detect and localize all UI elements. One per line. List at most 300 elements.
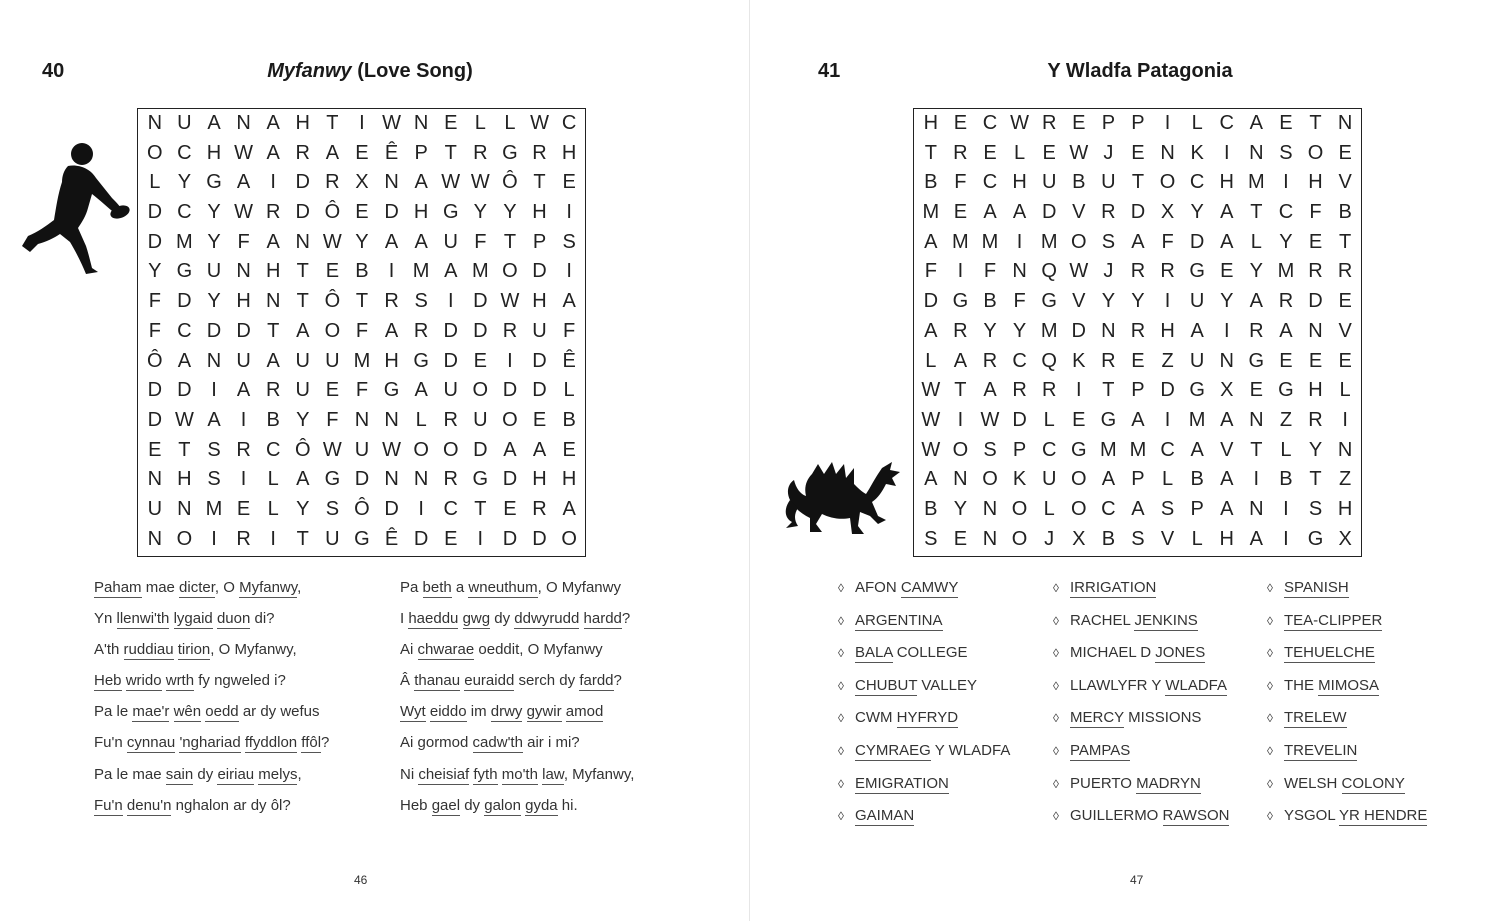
grid-letter[interactable]: E [1072, 112, 1086, 134]
grid-letter[interactable]: I [240, 468, 247, 491]
grid-letter[interactable]: U [147, 497, 163, 520]
grid-letter[interactable]: E [1308, 349, 1323, 372]
grid-letter[interactable]: A [1190, 319, 1204, 342]
grid-letter[interactable]: A [325, 141, 340, 164]
grid-letter[interactable]: N [1337, 438, 1353, 461]
grid-letter[interactable]: N [1249, 408, 1264, 431]
grid-letter[interactable]: T [1250, 438, 1263, 461]
grid-letter[interactable]: I [211, 527, 217, 550]
grid-letter[interactable]: A [1220, 497, 1234, 520]
grid-letter[interactable]: P [1131, 379, 1145, 402]
grid-letter[interactable]: W [1069, 141, 1089, 164]
grid-letter[interactable]: X [355, 171, 369, 194]
grid-letter[interactable]: N [982, 497, 998, 520]
grid-letter[interactable]: S [1279, 141, 1293, 164]
grid-letter[interactable]: T [296, 290, 309, 313]
grid-letter[interactable]: F [326, 408, 339, 431]
grid-letter[interactable]: B [1190, 468, 1204, 491]
grid-letter[interactable]: M [952, 230, 969, 253]
grid-letter[interactable]: J [1103, 260, 1114, 283]
grid-letter[interactable]: D [1012, 408, 1027, 431]
grid-letter[interactable]: E [236, 497, 251, 520]
grid-letter[interactable]: B [355, 260, 369, 283]
grid-letter[interactable]: Y [296, 497, 310, 520]
grid-letter[interactable]: D [473, 438, 488, 461]
grid-letter[interactable]: L [415, 408, 427, 431]
grid-letter[interactable]: R [1308, 260, 1323, 283]
grid-letter[interactable]: I [566, 260, 572, 283]
grid-letter[interactable]: F [237, 230, 250, 253]
grid-letter[interactable]: A [207, 408, 221, 431]
grid-letter[interactable]: G [383, 379, 400, 402]
grid-letter[interactable]: A [503, 438, 517, 461]
grid-letter[interactable]: D [413, 527, 429, 550]
grid-letter[interactable]: R [1130, 260, 1146, 283]
grid-letter[interactable]: D [1308, 290, 1323, 313]
grid-letter[interactable]: Y [207, 230, 221, 253]
grid-letter[interactable]: Y [983, 319, 997, 342]
grid-letter[interactable]: H [561, 141, 577, 164]
grid-letter[interactable]: Z [1339, 468, 1352, 491]
grid-letter[interactable]: O [413, 438, 429, 461]
grid-letter[interactable]: X [1160, 201, 1175, 224]
grid-letter[interactable]: N [236, 112, 251, 134]
grid-letter[interactable]: T [533, 171, 546, 194]
grid-letter[interactable]: V [1072, 201, 1086, 224]
grid-letter[interactable]: N [384, 171, 399, 194]
grid-letter[interactable]: B [562, 408, 576, 431]
grid-letter[interactable]: W [234, 141, 254, 164]
grid-letter[interactable]: U [354, 438, 370, 461]
grid-letter[interactable]: Z [1161, 349, 1174, 372]
grid-letter[interactable]: D [295, 171, 310, 194]
grid-letter[interactable]: N [147, 527, 163, 550]
grid-letter[interactable]: O [1070, 468, 1087, 491]
grid-letter[interactable]: Z [1279, 408, 1293, 431]
grid-letter[interactable]: A [1220, 230, 1234, 253]
grid-letter[interactable]: A [1249, 290, 1263, 313]
grid-letter[interactable]: O [502, 408, 518, 431]
grid-letter[interactable]: D [473, 319, 488, 342]
grid-letter[interactable]: E [953, 201, 968, 224]
grid-letter[interactable]: M [412, 260, 430, 283]
grid-letter[interactable]: Y [1249, 260, 1263, 283]
grid-letter[interactable]: I [1016, 230, 1023, 253]
grid-letter[interactable]: A [236, 171, 251, 194]
grid-letter[interactable]: W [470, 171, 490, 194]
grid-letter[interactable]: A [1131, 408, 1145, 431]
grid-letter[interactable]: W [921, 438, 941, 461]
grid-letter[interactable]: P [1131, 112, 1145, 134]
grid-letter[interactable]: Ê [384, 141, 399, 164]
grid-letter[interactable]: D [923, 290, 939, 313]
grid-letter[interactable]: D [1071, 319, 1086, 342]
grid-letter[interactable]: G [1100, 408, 1117, 431]
grid-letter[interactable]: F [1013, 290, 1026, 313]
grid-letter[interactable]: O [1307, 141, 1324, 164]
grid-letter[interactable]: E [1131, 349, 1145, 372]
grid-letter[interactable]: C [265, 438, 281, 461]
grid-letter[interactable]: D [177, 290, 192, 313]
grid-letter[interactable]: N [953, 468, 968, 491]
grid-letter[interactable]: H [1308, 379, 1323, 402]
grid-letter[interactable]: J [1103, 141, 1114, 164]
grid-letter[interactable]: I [240, 408, 247, 431]
grid-letter[interactable]: R [953, 319, 968, 342]
grid-letter[interactable]: C [1012, 349, 1027, 372]
grid-letter[interactable]: D [1130, 201, 1146, 224]
grid-letter[interactable]: I [1164, 290, 1171, 313]
grid-letter[interactable]: S [924, 527, 938, 550]
grid-letter[interactable]: Y [207, 290, 221, 313]
grid-letter[interactable]: A [177, 349, 192, 372]
grid-letter[interactable]: W [174, 408, 194, 431]
grid-letter[interactable]: O [502, 260, 518, 283]
grid-letter[interactable]: Y [1012, 319, 1027, 342]
grid-letter[interactable]: C [177, 141, 192, 164]
grid-letter[interactable]: R [1041, 112, 1057, 134]
grid-letter[interactable]: B [924, 171, 938, 194]
grid-letter[interactable]: J [1044, 527, 1055, 550]
grid-letter[interactable]: L [504, 112, 516, 134]
grid-letter[interactable]: U [443, 230, 458, 253]
grid-letter[interactable]: M [1277, 260, 1295, 283]
grid-letter[interactable]: O [952, 438, 969, 461]
grid-letter[interactable]: L [1280, 438, 1292, 461]
grid-letter[interactable]: G [472, 468, 489, 491]
grid-letter[interactable]: C [1189, 171, 1205, 194]
grid-letter[interactable]: M [353, 349, 371, 372]
grid-letter[interactable]: I [1075, 379, 1082, 402]
grid-letter[interactable]: G [413, 349, 429, 372]
grid-letter[interactable]: D [384, 497, 399, 520]
grid-letter[interactable]: N [1101, 319, 1116, 342]
grid-letter[interactable]: T [1250, 201, 1263, 224]
grid-letter[interactable]: L [1191, 527, 1203, 550]
grid-letter[interactable]: I [1283, 497, 1289, 520]
grid-letter[interactable]: W [382, 438, 401, 461]
grid-letter[interactable]: N [265, 290, 281, 313]
grid-letter[interactable]: M [981, 230, 999, 253]
grid-letter[interactable]: E [325, 379, 340, 402]
grid-letter[interactable]: B [1338, 201, 1352, 224]
grid-letter[interactable]: E [473, 349, 487, 372]
grid-letter[interactable]: K [1190, 141, 1204, 164]
grid-letter[interactable]: U [1041, 468, 1057, 491]
grid-letter[interactable]: Q [1041, 260, 1057, 283]
grid-letter[interactable]: H [295, 112, 310, 134]
grid-letter[interactable]: H [532, 290, 547, 313]
grid-letter[interactable]: I [1164, 408, 1171, 431]
grid-letter[interactable]: G [1278, 379, 1294, 402]
grid-letter[interactable]: U [1101, 171, 1116, 194]
grid-letter[interactable]: H [1219, 527, 1234, 550]
grid-letter[interactable]: N [384, 468, 399, 491]
grid-letter[interactable]: P [1012, 438, 1027, 461]
grid-letter[interactable]: U [473, 408, 488, 431]
grid-letter[interactable]: T [296, 527, 309, 550]
grid-letter[interactable]: C [443, 497, 458, 520]
grid-letter[interactable]: A [414, 171, 428, 194]
grid-letter[interactable]: L [563, 379, 575, 402]
grid-letter[interactable]: T [954, 379, 967, 402]
grid-letter[interactable]: I [1283, 527, 1289, 550]
grid-letter[interactable]: I [388, 260, 395, 283]
grid-letter[interactable]: A [562, 290, 576, 313]
grid-letter[interactable]: V [1338, 171, 1352, 194]
grid-letter[interactable]: V [1338, 319, 1352, 342]
grid-letter[interactable]: M [1040, 319, 1058, 342]
grid-letter[interactable]: N [295, 230, 310, 253]
grid-letter[interactable]: R [265, 201, 281, 224]
grid-letter[interactable]: R [473, 141, 488, 164]
grid-letter[interactable]: E [1249, 379, 1263, 402]
grid-letter[interactable]: E [1042, 141, 1056, 164]
grid-letter[interactable]: H [1337, 497, 1353, 520]
grid-letter[interactable]: C [1219, 112, 1234, 134]
grid-letter[interactable]: R [953, 141, 968, 164]
grid-letter[interactable]: O [1070, 497, 1087, 520]
grid-letter[interactable]: S [1308, 497, 1323, 520]
grid-letter[interactable]: G [1248, 349, 1265, 372]
grid-letter[interactable]: D [177, 379, 192, 402]
grid-letter[interactable]: C [1101, 497, 1116, 520]
grid-letter[interactable]: G [324, 468, 341, 491]
grid-letter[interactable]: H [177, 468, 192, 491]
grid-letter[interactable]: A [1012, 201, 1027, 224]
grid-letter[interactable]: D [147, 201, 163, 224]
grid-letter[interactable]: T [326, 112, 339, 134]
grid-letter[interactable]: W [921, 379, 941, 402]
grid-letter[interactable]: W [500, 290, 520, 313]
grid-letter[interactable]: A [532, 438, 547, 461]
grid-letter[interactable]: U [325, 349, 340, 372]
grid-letter[interactable]: C [982, 112, 998, 134]
grid-letter[interactable]: H [384, 349, 399, 372]
grid-letter[interactable]: N [206, 349, 222, 372]
grid-letter[interactable]: D [147, 230, 163, 253]
grid-letter[interactable]: E [1338, 141, 1352, 164]
grid-letter[interactable]: R [325, 171, 340, 194]
grid-letter[interactable]: Ô [324, 201, 341, 224]
grid-letter[interactable]: U [1189, 349, 1205, 372]
grid-letter[interactable]: T [503, 230, 517, 253]
grid-letter[interactable]: O [982, 468, 998, 491]
grid-letter[interactable]: N [413, 112, 429, 134]
grid-letter[interactable]: L [1014, 141, 1026, 164]
grid-letter[interactable]: A [983, 201, 997, 224]
grid-letter[interactable]: M [1129, 438, 1147, 461]
grid-letter[interactable]: I [1253, 468, 1260, 491]
grid-letter[interactable]: A [1190, 438, 1204, 461]
grid-letter[interactable]: N [384, 408, 399, 431]
grid-letter[interactable]: L [1191, 112, 1203, 134]
grid-letter[interactable]: R [413, 319, 429, 342]
grid-letter[interactable]: P [1131, 468, 1145, 491]
grid-letter[interactable]: E [1131, 141, 1145, 164]
grid-letter[interactable]: H [1160, 319, 1175, 342]
grid-letter[interactable]: Ô [294, 438, 311, 461]
grid-letter[interactable]: R [1101, 349, 1116, 372]
grid-letter[interactable]: H [532, 201, 547, 224]
grid-letter[interactable]: A [924, 468, 938, 491]
grid-letter[interactable]: R [1012, 379, 1027, 402]
grid-letter[interactable]: F [355, 379, 369, 402]
grid-letter[interactable]: A [1220, 201, 1234, 224]
grid-letter[interactable]: E [148, 438, 162, 461]
grid-letter[interactable]: G [1041, 290, 1057, 313]
grid-letter[interactable]: Y [1279, 230, 1293, 253]
grid-letter[interactable]: R [1130, 319, 1146, 342]
grid-letter[interactable]: H [1219, 171, 1234, 194]
grid-letter[interactable]: A [983, 379, 997, 402]
grid-letter[interactable]: I [270, 171, 276, 194]
grid-letter[interactable]: M [471, 260, 489, 283]
grid-letter[interactable]: L [149, 171, 161, 194]
grid-letter[interactable]: F [355, 319, 369, 342]
grid-letter[interactable]: W [1069, 260, 1089, 283]
grid-letter[interactable]: G [952, 290, 969, 313]
grid-letter[interactable]: O [1070, 230, 1087, 253]
grid-letter[interactable]: I [211, 379, 217, 402]
grid-letter[interactable]: S [983, 438, 997, 461]
grid-letter[interactable]: Y [473, 201, 487, 224]
grid-letter[interactable]: U [206, 260, 222, 283]
grid-letter[interactable]: E [1338, 290, 1352, 313]
grid-letter[interactable]: Y [503, 201, 517, 224]
grid-letter[interactable]: F [1161, 230, 1174, 253]
grid-letter[interactable]: R [1249, 319, 1264, 342]
grid-letter[interactable]: D [295, 201, 310, 224]
grid-letter[interactable]: E [444, 112, 458, 134]
grid-letter[interactable]: T [178, 438, 191, 461]
grid-letter[interactable]: A [1249, 527, 1263, 550]
grid-letter[interactable]: T [1309, 468, 1322, 491]
grid-letter[interactable]: D [532, 260, 547, 283]
grid-letter[interactable]: U [1189, 290, 1205, 313]
grid-letter[interactable]: H [923, 112, 939, 134]
grid-letter[interactable]: N [1219, 349, 1234, 372]
grid-letter[interactable]: R [1101, 201, 1116, 224]
grid-letter[interactable]: A [924, 319, 938, 342]
grid-letter[interactable]: Y [296, 408, 310, 431]
grid-letter[interactable]: O [1011, 527, 1028, 550]
grid-letter[interactable]: E [953, 527, 968, 550]
grid-letter[interactable]: O [472, 379, 489, 402]
grid-letter[interactable]: O [1159, 171, 1176, 194]
grid-letter[interactable]: G [1070, 438, 1087, 461]
grid-letter[interactable]: X [1220, 379, 1234, 402]
grid-letter[interactable]: T [474, 497, 487, 520]
grid-letter[interactable]: F [954, 171, 967, 194]
grid-letter[interactable]: G [1189, 260, 1205, 283]
grid-letter[interactable]: L [1161, 468, 1174, 491]
grid-letter[interactable]: U [295, 349, 310, 372]
grid-letter[interactable]: E [355, 141, 369, 164]
grid-letter[interactable]: E [1072, 408, 1086, 431]
grid-letter[interactable]: M [922, 201, 940, 224]
grid-letter[interactable]: M [1188, 408, 1206, 431]
grid-letter[interactable]: A [266, 141, 280, 164]
grid-letter[interactable]: Ô [324, 290, 341, 313]
grid-letter[interactable]: Y [148, 260, 162, 283]
grid-letter[interactable]: E [1279, 349, 1293, 372]
grid-letter[interactable]: A [266, 349, 280, 372]
grid-letter[interactable]: I [418, 497, 424, 520]
grid-letter[interactable]: Ê [384, 527, 399, 550]
grid-letter[interactable]: L [267, 497, 279, 520]
grid-letter[interactable]: F [983, 260, 997, 283]
grid-letter[interactable]: G [1189, 379, 1205, 402]
grid-letter[interactable]: W [234, 201, 254, 224]
grid-letter[interactable]: I [1342, 408, 1348, 431]
grid-letter[interactable]: H [413, 201, 429, 224]
grid-letter[interactable]: N [1160, 141, 1175, 164]
grid-letter[interactable]: L [1250, 230, 1262, 253]
grid-letter[interactable]: L [1043, 497, 1055, 520]
grid-letter[interactable]: K [1012, 468, 1027, 491]
grid-letter[interactable]: E [562, 438, 576, 461]
grid-letter[interactable]: A [924, 230, 938, 253]
grid-letter[interactable]: G [502, 141, 518, 164]
grid-letter[interactable]: Ô [502, 171, 518, 194]
grid-letter[interactable]: O [147, 141, 163, 164]
grid-letter[interactable]: H [265, 260, 281, 283]
grid-letter[interactable]: U [177, 112, 192, 134]
grid-letter[interactable]: W [322, 230, 342, 253]
grid-letter[interactable]: R [236, 527, 251, 550]
grid-letter[interactable]: N [982, 527, 998, 550]
grid-letter[interactable]: B [1101, 527, 1116, 550]
grid-letter[interactable]: T [1102, 379, 1115, 402]
grid-letter[interactable]: E [444, 527, 458, 550]
grid-letter[interactable]: R [502, 319, 518, 342]
grid-letter[interactable]: I [1223, 141, 1230, 164]
grid-letter[interactable]: N [1337, 112, 1353, 134]
grid-letter[interactable]: S [207, 468, 221, 491]
grid-letter[interactable]: N [147, 468, 163, 491]
grid-letter[interactable]: L [474, 112, 486, 134]
grid-letter[interactable]: N [354, 408, 370, 431]
grid-letter[interactable]: I [1223, 319, 1230, 342]
grid-letter[interactable]: D [147, 408, 163, 431]
grid-letter[interactable]: D [354, 468, 370, 491]
grid-letter[interactable]: I [270, 527, 276, 550]
grid-letter[interactable]: U [532, 319, 547, 342]
grid-letter[interactable]: F [148, 319, 161, 342]
grid-letter[interactable]: N [177, 497, 192, 520]
grid-letter[interactable]: D [443, 319, 458, 342]
grid-letter[interactable]: T [444, 141, 457, 164]
grid-letter[interactable]: S [1131, 527, 1145, 550]
grid-letter[interactable]: S [1101, 230, 1116, 253]
grid-letter[interactable]: Y [1190, 201, 1204, 224]
grid-letter[interactable]: P [414, 141, 428, 164]
grid-letter[interactable]: D [502, 468, 518, 491]
grid-letter[interactable]: C [177, 319, 192, 342]
grid-letter[interactable]: D [1160, 379, 1175, 402]
grid-letter[interactable]: W [980, 408, 1000, 431]
grid-letter[interactable]: A [414, 379, 428, 402]
grid-letter[interactable]: H [206, 141, 222, 164]
grid-letter[interactable]: X [1338, 527, 1352, 550]
grid-letter[interactable]: A [1131, 230, 1145, 253]
grid-letter[interactable]: U [236, 349, 251, 372]
grid-letter[interactable]: D [532, 349, 547, 372]
grid-letter[interactable]: E [325, 260, 340, 283]
grid-letter[interactable]: W [322, 438, 342, 461]
grid-letter[interactable]: X [1072, 527, 1086, 550]
